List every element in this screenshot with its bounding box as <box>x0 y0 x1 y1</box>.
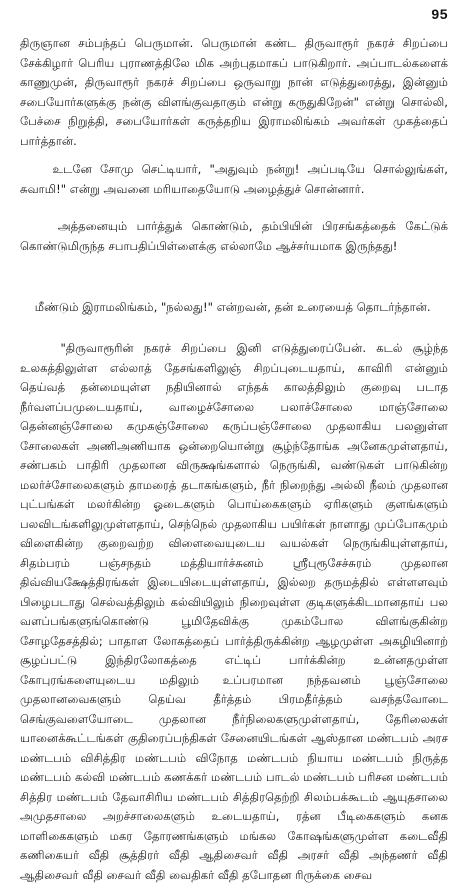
paragraph-5: "திருவாரூரின் நகரச் சிறப்பை இனி எடுத்துரைப்பேன். கடல் சூழ்ந்த உலகத்திலுள்ள எல்லாத் தேசங்களிலுஞ் சிறப்புடையதாய், காவிரி என்னும் தெய்வத் தன்மையுள்ள நதியினால் எந்தக் காலத்திலும் குறைவு படாத நீர்வளப்பமுடையதாய், வாழைச்சோலை பலாச்சோலை மாஞ்சோலை தென்னஞ்சோலை கமுகஞ்சோலை கருப்பஞ்சோலை முதலாகிய பலனுள்ள சோலைகள் அணிஅணியாக ஒன்றையொன்று சூழ்ந்தோங்க அனேகமுள்ளதாய், சண்பகம் பாதிரி முதலான விருக்ஷங்களால் நெருங்கி, வண்டுகள் பாடுகின்ற மலர்ச்சோலைகளும் தாமரைத் தடாகங்களும், நீர் நிறைந்து அல்லி நீலம் முதலான புட்பங்கள் மலர்கின்ற ஓடைகளும் பொய்கைகளும் ஏரிகளும் குளங்களும் பலவிடங்களிலுமுள்ளதாய், செந்நெல் முதலாகிய பயிர்கள் நாளாது முப்போகமும் விளைகின்ற குறைவற்ற விளைவையுடைய வயல்கள் நெருங்கியுள்ளதாய், சிதம்பரம் பஞ்சநதம் மத்தியார்ச்சுனம் ஸ்ரீபுரூசேச்சுரம் முதலான திவ்வியக்ஷேத்திரங்கள் இடையிடையுள்ளதாய், இல்லற தருமத்தில் எள்ளளவும் பிழைபடாது செல்வத்திலும் கல்வியிலும் நிறைவுள்ள குடிகளுக்கிடமானதாய் பல வளப்பங்களுங்கொண்டு பூமிதேவிக்கு முகம்போல விளங்குகின்ற சோழதேசத்தில்; பாதாள லோகத்தைப் பார்த்திருக்கின்ற ஆழமுள்ள அகழியினாற் சூழப்பட்டு இந்திரலோகத்தை எட்டிப் பார்க்கின்ற உன்னதமுள்ள கோபுரங்களையுடைய மதிலும் உப்பரமான நந்தவனம் பூஞ்சோலை முதலானவைகளும் தெய்வ தீர்த்தம் பிரமதீர்த்தம் வசந்தவோடை செங்குவளையோடை முதலான நீர்நிலைகளுமுள்ளதாய், தேரிலைகள் யானைக்கூட்டங்கள் குதிரைப்பந்திகள் சேனையிடங்கள் ஆஸ்தான மண்டபம் அரச மண்டபம் விசித்திர மண்டபம் விநோத மண்டபம் நியாய மண்டபம் நிருத்த மண்டபம் கல்வி மண்டபம் கணக்கர் மண்டபம் பாடல் மண்டபம் பரிசன மண்டபம் சித்திர மண்டபம் தேவாசிரிய மண்டபம் சித்திரதெற்றி சிலம்பக்கூடம் ஆயுதசாலை அமுதசாலை அறச்சாலைகளும் உடையதாய், ரத்ன பீடிகைகளும் கனக மாளிகைகளும் மகர தோரணங்களும் மங்கல கோஷங்களுமுள்ள கடைவீதி கணிகையர் வீதி சூத்திரர் வீதி ஆதிசைவர் வீதி அரசர் வீதி அந்தணர் வீதி ஆதிசைவர் வீதி சைவர் வீதி வைதிகர் வீதி தபோதன ரிருக்கை சைவ <box>20 341 452 882</box>
paragraph-2: உடனே சோமு செட்டியார், "அதுவும் நன்று! அப்படியே சொல்லுங்கள், சுவாமி!" என்று அவனை மரியாதையோடு அழைத்துச் சொன்னார். <box>20 162 452 196</box>
paragraph-4: மீண்டும் இராமலிங்கம், "நல்லது!" என்றவன், தன் உரையைத் தொடர்ந்தான். <box>20 300 431 314</box>
paragraph-3: அத்தனையும் பார்த்துக் கொண்டும், தம்பியின் பிரசங்கத்தைக் கேட்டுக் கொண்டுமிருந்த சபாபதிப்பிள்ளைக்கு எல்லாமே ஆச்சர்யமாக இருந்தது! <box>20 219 452 253</box>
paragraph-1: திருஞான சம்பந்தப் பெருமான். பெருமான் கண்ட திருவாரூர் நகரச் சிறப்பை சேக்கிழார் பெரிய புராணத்திலே மிக அற்புதமாகப் பாடுகிறார். அப்பாடல்களைக் காணுமுன், திருவாரூர் நகரச் சிறப்பை ஒருவாறு நான் எடுத்துரைத்து, இன்னும் சபையோர்களுக்கு நன்கு விளங்குவதாகும் என்று கருதுகிறேன்" என்று சொல்லி, பேச்சை நிறுத்தி, சபையோர்கள் கருத்தறிய இராமலிங்கம் அவர்கள் முகத்தைப் பார்த்தான். <box>20 36 452 148</box>
page-number: 95 <box>431 6 448 22</box>
